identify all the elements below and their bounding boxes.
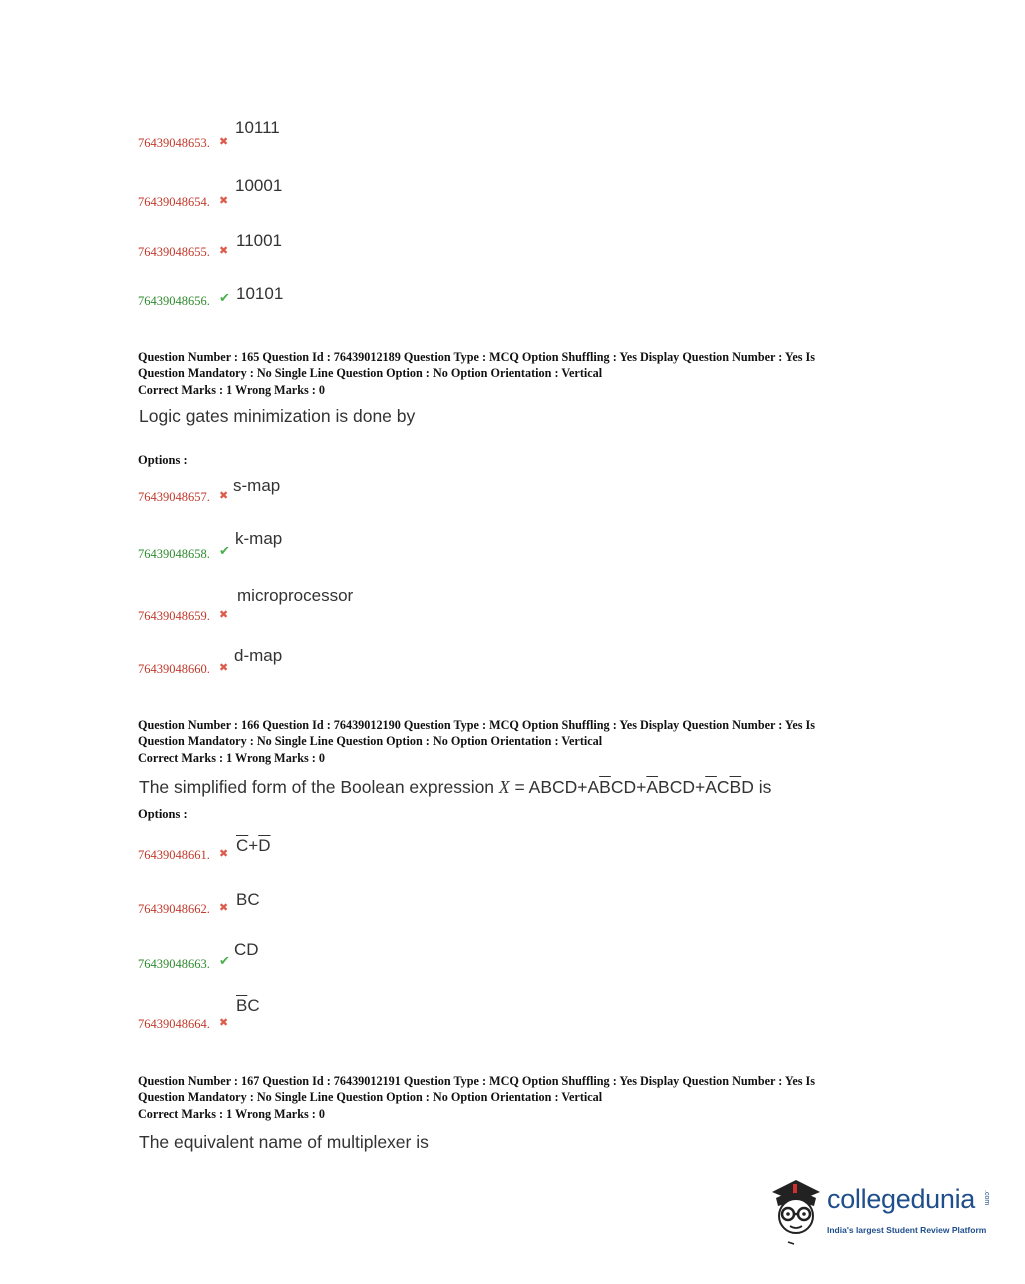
option-id: 76439048664. xyxy=(138,1017,210,1031)
question-header xyxy=(138,1074,898,1123)
option-text: microprocessor xyxy=(237,586,354,605)
math-variable: X xyxy=(498,777,510,797)
question-meta-line2: Question Mandatory : No Single Line Question Option : No Option Orientation : Vertical xyxy=(138,1089,603,1104)
option-text: 11001 xyxy=(236,231,283,250)
option-id: 76439048658. xyxy=(138,547,210,561)
option-id: 76439048656. xyxy=(138,294,210,308)
question-meta-line1: Question Number : 167 Question Id : 76439012191 Question Type : MCQ Option Shuffling : Yes Display Question Number : Yes Is xyxy=(138,1074,816,1088)
question-text: Logic gates minimization is done by xyxy=(139,406,416,426)
question-text: The equivalent name of multiplexer is xyxy=(139,1132,429,1152)
cross-mark-icon: ✖ xyxy=(219,901,229,914)
option-text: k-map xyxy=(235,529,283,548)
question-text xyxy=(139,777,771,798)
options-label: Options : xyxy=(138,453,188,467)
question-marks: Correct Marks : 1 Wrong Marks : 0 xyxy=(138,1107,325,1121)
option-id: 76439048661. xyxy=(138,848,210,862)
question-meta-line2: Question Mandatory : No Single Line Question Option : No Option Orientation : Vertical xyxy=(138,365,603,380)
cross-mark-icon: ✖ xyxy=(219,1016,229,1029)
option-text: $\overline{B}C$ xyxy=(236,996,260,1015)
cross-mark-icon: ✖ xyxy=(219,194,229,207)
brand-dotcom: .com xyxy=(983,1190,990,1206)
cross-mark-icon: ✖ xyxy=(219,489,229,502)
question-header xyxy=(138,350,898,399)
question-meta-line2: Question Mandatory : No Single Line Question Option : No Option Orientation : Vertical xyxy=(138,733,603,748)
check-mark-icon: ✔ xyxy=(219,291,230,306)
cross-mark-icon: ✖ xyxy=(219,661,229,674)
option-id: 76439048662. xyxy=(138,902,210,916)
check-mark-icon: ✔ xyxy=(219,544,230,559)
cross-mark-icon: ✖ xyxy=(219,608,229,621)
question-marks: Correct Marks : 1 Wrong Marks : 0 xyxy=(138,751,325,765)
option-text: CD xyxy=(234,940,259,959)
mascot-icon xyxy=(766,1176,826,1246)
option-text: BC xyxy=(236,890,260,909)
brand-tagline: India's largest Student Review Platform xyxy=(827,1225,987,1235)
option-id: 76439048654. xyxy=(138,195,210,209)
question-marks: Correct Marks : 1 Wrong Marks : 0 xyxy=(138,383,325,397)
option-text: $\overline{C}+\overline{D}$ xyxy=(236,836,271,855)
brand-wordmark: collegedunia xyxy=(827,1184,976,1214)
question-header xyxy=(138,718,898,767)
option-text: s-map xyxy=(233,476,281,495)
brand-logo xyxy=(766,1176,996,1246)
cross-mark-icon: ✖ xyxy=(219,847,229,860)
option-id: 76439048655. xyxy=(138,245,210,259)
question-meta-line1: Question Number : 166 Question Id : 76439012190 Question Type : MCQ Option Shuffling : Yes Display Question Number : Yes Is xyxy=(138,718,816,732)
option-id: 76439048653. xyxy=(138,136,210,150)
option-text: d-map xyxy=(234,646,283,665)
option-id: 76439048663. xyxy=(138,957,210,971)
option-id: 76439048659. xyxy=(138,609,210,623)
option-text: 10111 xyxy=(235,118,280,137)
question-meta-line1: Question Number : 165 Question Id : 76439012189 Question Type : MCQ Option Shuffling : Yes Display Question Number : Yes Is xyxy=(138,350,816,364)
question-text-suffix: is xyxy=(758,777,772,797)
option-text: 10101 xyxy=(236,284,284,303)
options-label: Options : xyxy=(138,807,188,821)
cross-mark-icon: ✖ xyxy=(219,244,229,257)
check-mark-icon: ✔ xyxy=(219,954,230,969)
math-equals: = xyxy=(514,777,525,797)
option-id: 76439048660. xyxy=(138,662,210,676)
option-id: 76439048657. xyxy=(138,490,210,504)
option-text: 10001 xyxy=(235,176,283,195)
cross-mark-icon: ✖ xyxy=(219,135,229,148)
question-text-prefix: The simplified form of the Boolean expression xyxy=(139,777,495,797)
boolean-expression: $ABCD+A\overline{B}CD+\overline{A}BCD+\overline{A}C\overline{B}D$ xyxy=(528,777,754,797)
